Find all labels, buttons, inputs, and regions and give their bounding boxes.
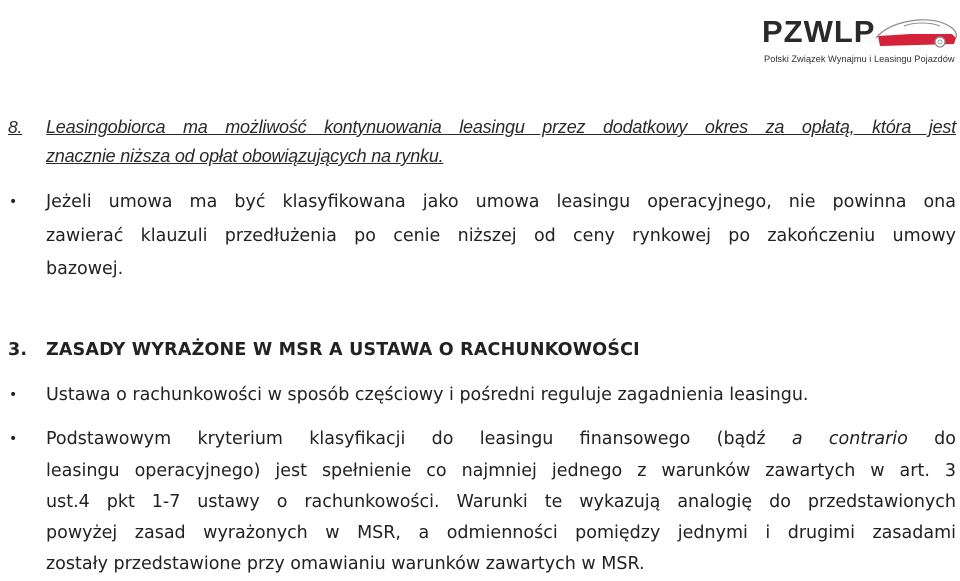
bullet-3-line-5: zostały przedstawione przy omawianiu warunków zawartych w MSR. <box>46 554 645 574</box>
bullet-1-marker: • <box>9 194 18 210</box>
item-8-number: 8. <box>8 117 23 137</box>
item-8-line-2: znacznie niższa od opłat obowiązujących na rynku. <box>46 146 444 166</box>
bullet-2-marker: • <box>9 387 18 403</box>
bullet-3-line-1 <box>46 429 956 449</box>
section-3-heading <box>8 340 640 360</box>
bullet-1-line-3: bazowej. <box>46 259 124 279</box>
bullet-2-line-1: Ustawa o rachunkowości w sposób częściowy i pośredni reguluje zagadnienia leasingu. <box>46 385 809 405</box>
section-3-number: 3. <box>8 340 28 360</box>
bullet-3-italic-phrase: a contrario <box>791 429 908 449</box>
bullet-3-line-3: ust.4 pkt 1-7 ustawy o rachunkowości. Warunki te wykazują analogię do przedstawionych <box>46 492 956 512</box>
section-3-title: ZASADY WYRAŻONE W MSR A USTAWA O RACHUNKOWOŚCI <box>46 340 640 360</box>
logo-subtitle: Polski Związek Wynajmu i Leasingu Pojazdów <box>764 54 955 64</box>
car-outline-icon <box>874 14 958 54</box>
bullet-1-line-1: Jeżeli umowa ma być klasyfikowana jako umowa leasingu operacyjnego, nie powinna ona <box>46 192 956 212</box>
bullet-3-line-1-end: do <box>934 429 956 449</box>
bullet-1-line-2: zawierać klauzuli przedłużenia po cenie niższej od ceny rynkowej po zakończeniu umowy <box>46 226 956 246</box>
bullet-3-line-2: leasingu operacyjnego) jest spełnienie co najmniej jednego z warunków zawartych w art. 3 <box>46 461 956 481</box>
bullet-3-line-1-start: Podstawowym kryterium klasyfikacji do leasingu finansowego (bądź <box>46 429 766 449</box>
bullet-3-line-4: powyżej zasad wyrażonych w MSR, a odmienności pomiędzy jednymi i drugimi zasadami <box>46 523 956 543</box>
bullet-3-marker: • <box>9 431 18 447</box>
pzwlp-logo <box>762 14 958 76</box>
logo-wordmark: PZWLP <box>762 14 876 49</box>
item-8-line-1: Leasingobiorca ma możliwość kontynuowania leasingu przez dodatkowy okres za opłatą, która jest <box>46 117 956 137</box>
